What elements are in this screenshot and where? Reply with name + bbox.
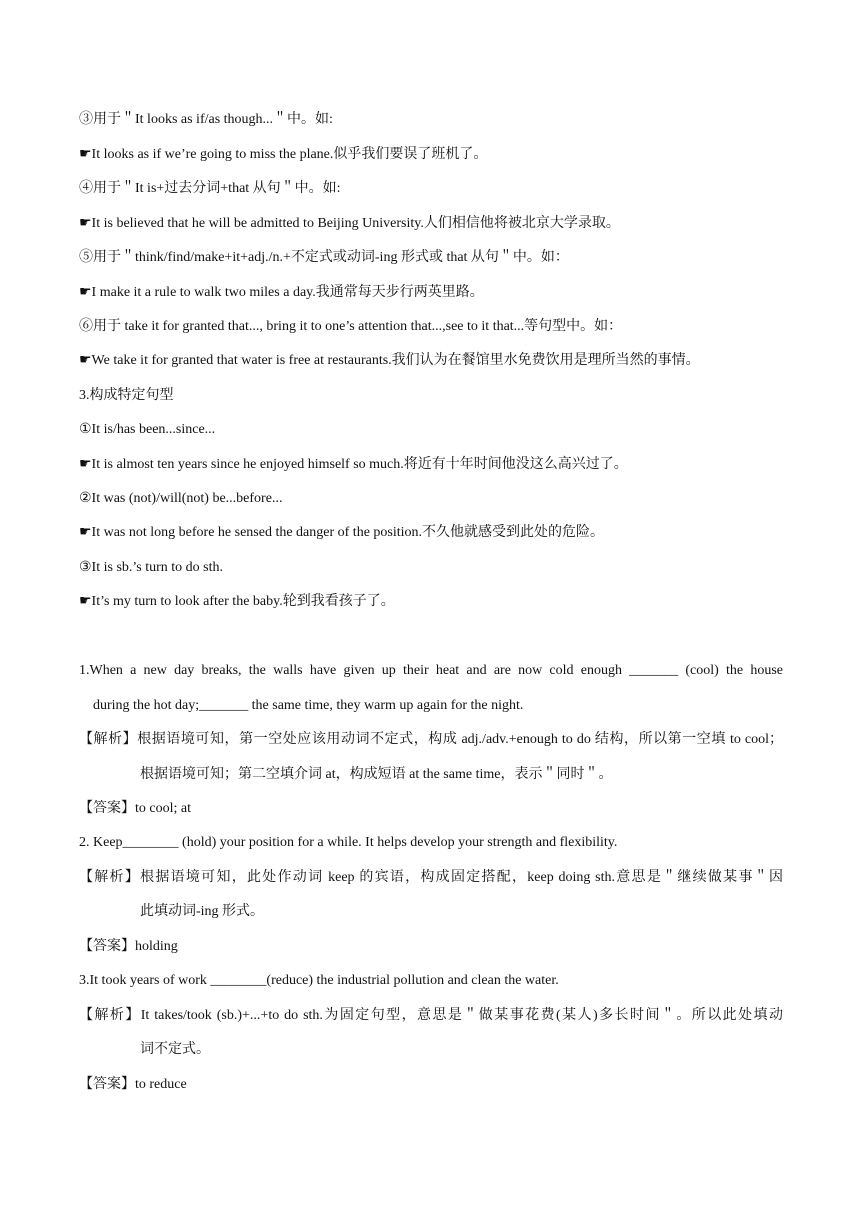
- pattern-example-2: ☛It was not long before he sensed the danger of the position.不久他就感受到此处的危险。: [79, 525, 605, 540]
- exercise-1-answer: 【答案】to cool; at: [79, 801, 191, 816]
- pattern-2: ②It was (not)/will(not) be...before...: [79, 491, 283, 506]
- exercise-1-question-line2: during the hot day;_______ the same time, they warm up again for the night.: [93, 698, 524, 713]
- exercise-2-answer: 【答案】holding: [79, 939, 178, 954]
- usage-example-5: ☛I make it a rule to walk two miles a day.我通常每天步行两英里路。: [79, 285, 484, 300]
- exercise-3-answer: 【答案】to reduce: [79, 1077, 187, 1092]
- pattern-3: ③It is sb.’s turn to do sth.: [79, 560, 224, 575]
- exercise-1-question-line1: 1.When a new day breaks, the walls have given up their heat and are now cold enough _______ (cool) the house: [79, 663, 783, 678]
- exercise-2-analysis-line1: 【解析】根据语境可知，此处作动词 keep 的宾语，构成固定搭配，keep doing sth.意思是＂继续做某事＂因: [79, 870, 783, 885]
- pattern-1: ①It is/has been...since...: [79, 422, 216, 437]
- exercise-1-analysis-line2: 根据语境可知；第二空填介词 at，构成短语 at the same time，表示＂同时＂。: [140, 767, 613, 782]
- pattern-example-3: ☛It’s my turn to look after the baby.轮到我看孩子了。: [79, 594, 395, 609]
- pattern-example-1: ☛It is almost ten years since he enjoyed himself so much.将近有十年时间他没这么高兴过了。: [79, 457, 628, 472]
- usage-example-6: ☛We take it for granted that water is free at restaurants.我们认为在餐馆里水免费饮用是理所当然的事情。: [79, 353, 700, 368]
- exercise-3-question: 3.It took years of work ________(reduce) the industrial pollution and clean the water.: [79, 973, 559, 988]
- section-heading: 3.构成特定句型: [79, 388, 174, 403]
- usage-rule-6: ⑥用于 take it for granted that..., bring it to one’s attention that...,see to it that...等句型中。如：: [79, 319, 623, 334]
- usage-example-4: ☛It is believed that he will be admitted to Beijing University.人们相信他将被北京大学录取。: [79, 216, 620, 231]
- exercise-3-analysis-line2: 词不定式。: [140, 1042, 210, 1057]
- usage-rule-5: ⑤用于＂think/find/make+it+adj./n.+不定式或动词-ing 形式或 that 从句＂中。如：: [79, 250, 569, 265]
- exercise-1-analysis-line1: 【解析】根据语境可知，第一空处应该用动词不定式，构成 adj./adv.+enough to do 结构，所以第一空填 to cool；: [79, 732, 783, 747]
- exercise-2-question: 2. Keep________ (hold) your position for a while. It helps develop your strength and flexibility.: [79, 835, 618, 850]
- usage-rule-4: ④用于＂It is+过去分词+that 从句＂中。如:: [79, 181, 341, 196]
- exercise-3-analysis-line1: 【解析】It takes/took (sb.)+...+to do sth.为固定句型，意思是＂做某事花费(某人)多长时间＂。所以此处填动: [79, 1008, 783, 1023]
- usage-rule-3: ③用于＂It looks as if/as though...＂中。如:: [79, 112, 333, 127]
- usage-example-3: ☛It looks as if we’re going to miss the plane.似乎我们要误了班机了。: [79, 147, 488, 162]
- exercise-2-analysis-line2: 此填动词-ing 形式。: [140, 904, 265, 919]
